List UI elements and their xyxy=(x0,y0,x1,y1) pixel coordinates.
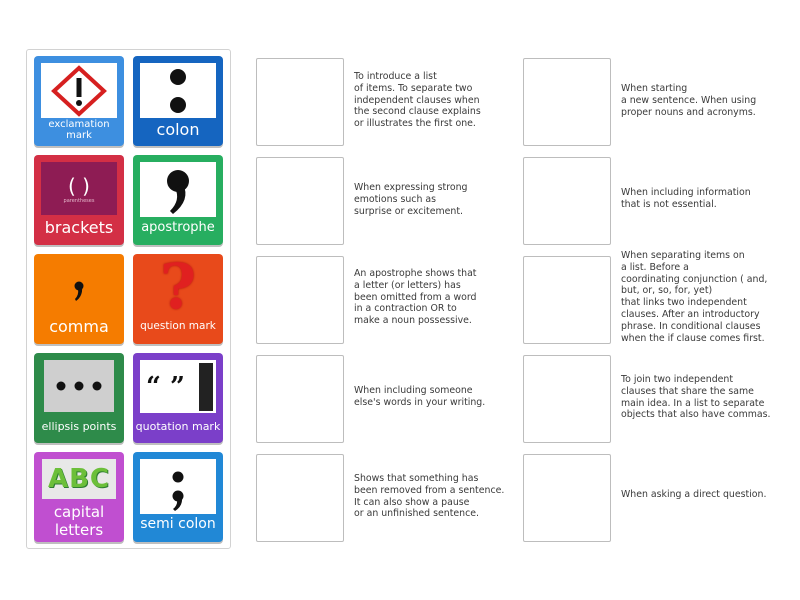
description-left-1: To introduce a list of items. To separate two independent clauses when the second clause explains or illustrates the first one. xyxy=(354,71,481,130)
description-right-3: When separating items on a list. Before a coordinating conjunction ( and, but, or, so, for, yet) that links two independent clauses. After an introductory phrase. In conditional clauses when the if clause comes first. xyxy=(621,250,768,344)
tile-label: brackets xyxy=(44,218,114,237)
quotes-glyph: “ ” xyxy=(146,371,185,402)
quotation-marks-icon xyxy=(140,360,216,413)
parentheses-glyph: ( ) xyxy=(68,173,90,198)
tile-brackets[interactable] xyxy=(34,155,124,245)
parentheses-card-icon xyxy=(41,162,117,215)
tile-label: ellipsis points xyxy=(41,420,117,433)
tile-colon[interactable] xyxy=(133,56,223,146)
abc-glyph: ABC xyxy=(47,464,111,494)
drop-slot-left-5[interactable] xyxy=(256,454,344,542)
tile-capital-letters[interactable] xyxy=(34,452,124,542)
colon-icon xyxy=(140,63,216,118)
drop-slot-left-3[interactable] xyxy=(256,256,344,344)
description-right-5: When asking a direct question. xyxy=(621,489,767,500)
description-left-4: When including someone else's words in your writing. xyxy=(354,385,486,408)
tile-label: semi colon xyxy=(140,516,216,532)
drop-slot-left-2[interactable] xyxy=(256,157,344,245)
drop-slot-left-1[interactable] xyxy=(256,58,344,146)
tile-ellipsis-points[interactable] xyxy=(34,353,124,443)
comma-icon xyxy=(34,280,124,306)
tile-label: quotation mark xyxy=(135,420,221,433)
abc-blocks-icon xyxy=(42,459,116,499)
description-right-1: When starting a new sentence. When using proper nouns and acronyms. xyxy=(621,83,757,118)
tile-quotation-mark[interactable] xyxy=(133,353,223,443)
tile-semi-colon[interactable] xyxy=(133,452,223,542)
tile-label: question mark xyxy=(140,320,216,332)
question-mark-icon: ? xyxy=(159,254,197,323)
drop-slot-right-3[interactable] xyxy=(523,256,611,344)
semicolon-icon xyxy=(140,459,216,514)
description-right-4: To join two independent clauses that share the same main idea. In a list to separate objects that also have commas. xyxy=(621,374,771,421)
warning-diamond-icon xyxy=(41,63,117,118)
tile-exclamation-mark[interactable] xyxy=(34,56,124,146)
description-left-5: Shows that something has been removed from a sentence. It can also show a pause or an unfinished sentence. xyxy=(354,473,505,520)
drop-slot-right-1[interactable] xyxy=(523,58,611,146)
tile-label: colon xyxy=(156,120,200,139)
tile-question-mark[interactable] xyxy=(133,254,223,344)
parentheses-caption: parentheses xyxy=(63,197,95,204)
tile-apostrophe[interactable] xyxy=(133,155,223,245)
tile-label: exclamation mark xyxy=(48,119,110,141)
description-right-2: When including information that is not essential. xyxy=(621,187,751,210)
drop-slot-left-4[interactable] xyxy=(256,355,344,443)
quote-strip-icon xyxy=(199,363,213,411)
apostrophe-icon xyxy=(140,162,216,217)
description-left-3: An apostrophe shows that a letter (or letters) has been omitted from a word in a contraction OR to make a noun possessive. xyxy=(354,268,477,327)
ellipsis-icon xyxy=(44,360,114,412)
drop-slot-right-5[interactable] xyxy=(523,454,611,542)
drop-slot-right-4[interactable] xyxy=(523,355,611,443)
description-left-2: When expressing strong emotions such as surprise or excitement. xyxy=(354,182,468,217)
tile-label: comma xyxy=(49,317,109,336)
tile-comma[interactable] xyxy=(34,254,124,344)
tile-label: capital letters xyxy=(53,503,105,539)
drop-slot-right-2[interactable] xyxy=(523,157,611,245)
tile-label: apostrophe xyxy=(141,220,215,235)
